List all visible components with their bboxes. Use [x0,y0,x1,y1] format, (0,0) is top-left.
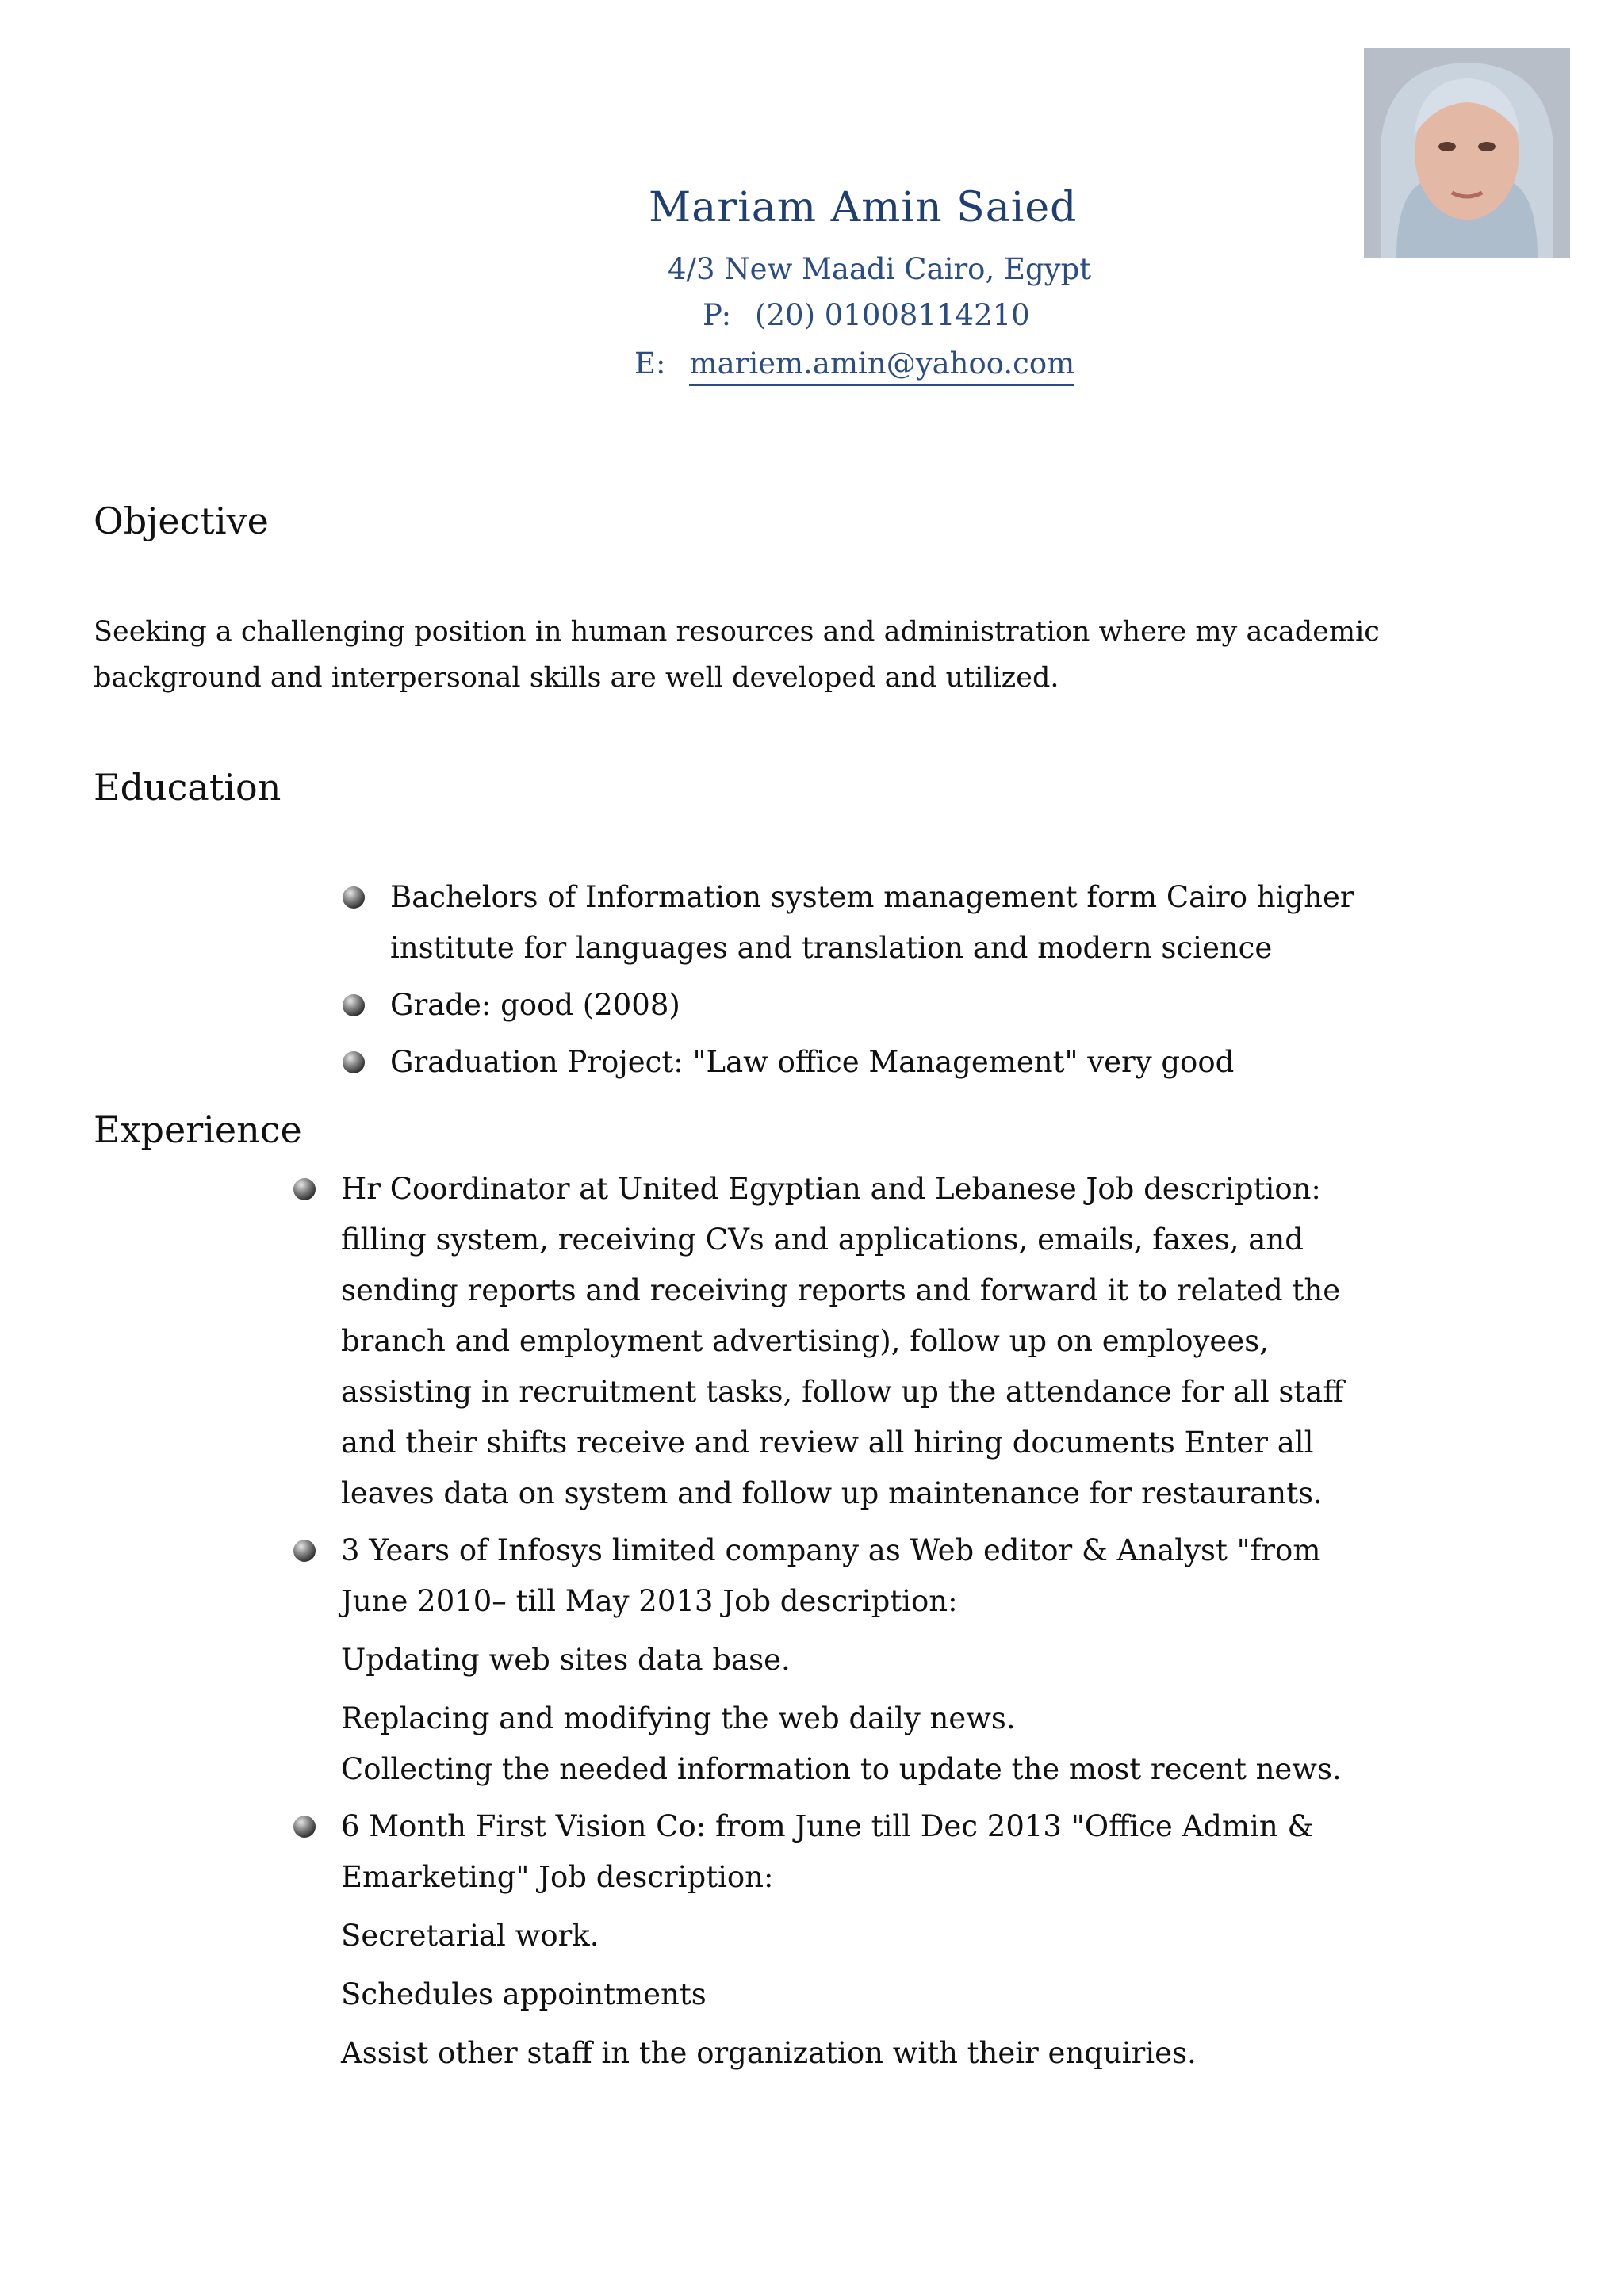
job-detail: Replacing and modifying the web daily news. [341,1701,1016,1735]
experience-item-text: 3 Years of Infosys limited company as Web editor & Analyst "from June 2010– till May 2013 Job description: [341,1533,1321,1618]
list-item [293,1164,1392,1519]
job-detail: Secretarial work. [341,1919,599,1953]
bullet-icon [343,1051,365,1073]
job-detail: Collecting the needed information to update the most recent news. [341,1752,1342,1786]
phone-number: (20) 01008114210 [755,298,1030,332]
list-item [343,872,1389,974]
experience-item-text: Hr Coordinator at United Egyptian and Lebanese Job description: filling system, receiving CVs and applications, emails, faxes, and sending reports and receiving reports and forward it to related the branch and employment advertising), follow up on employees, assisting in recruitment tasks, follow up the attendance for all staff and their shifts receive and review all hiring documents Enter all leaves data on system and follow up maintenance for restaurants. [341,1172,1344,1510]
phone-label: P: [703,298,732,332]
objective-heading: Objective [94,499,269,542]
bullet-icon [343,886,365,909]
address: 4/3 New Maadi Cairo, Egypt [668,252,1092,286]
email-line [634,346,1074,381]
list-item [343,1037,1389,1088]
email-label: E: [634,346,666,381]
education-item-text: Grade: good (2008) [390,988,680,1022]
job-detail: Assist other staff in the organization with their enquiries. [341,2036,1197,2070]
education-list [343,872,1389,1094]
experience-heading: Experience [94,1108,302,1151]
bullet-icon [293,1816,316,1838]
job-detail: Schedules appointments [341,1977,707,2011]
list-item [343,980,1389,1031]
bullet-icon [293,1540,316,1562]
job-detail: Updating web sites data base. [341,1643,791,1677]
experience-item-text: 6 Month First Vision Co: from June till Dec 2013 "Office Admin & Emarketing" Job description: [341,1809,1314,1894]
education-heading: Education [94,766,282,809]
bullet-icon [293,1178,316,1200]
objective-text: Seeking a challenging position in human resources and administration where my academic background and interpersonal skills are well developed and utilized. [94,616,1380,694]
education-item-text: Bachelors of Information system management form Cairo higher institute for languages and translation and modern science [390,880,1354,965]
phone-line [703,298,1030,332]
education-item-text: Graduation Project: "Law office Management" very good [390,1045,1235,1079]
profile-photo [1364,48,1570,258]
email-link[interactable]: mariem.amin@yahoo.com [689,346,1074,386]
candidate-name: Mariam Amin Saied [649,184,1078,232]
list-item [293,1801,1392,2079]
experience-list [293,1164,1392,2085]
list-item [293,1525,1392,1795]
bullet-icon [343,994,365,1016]
